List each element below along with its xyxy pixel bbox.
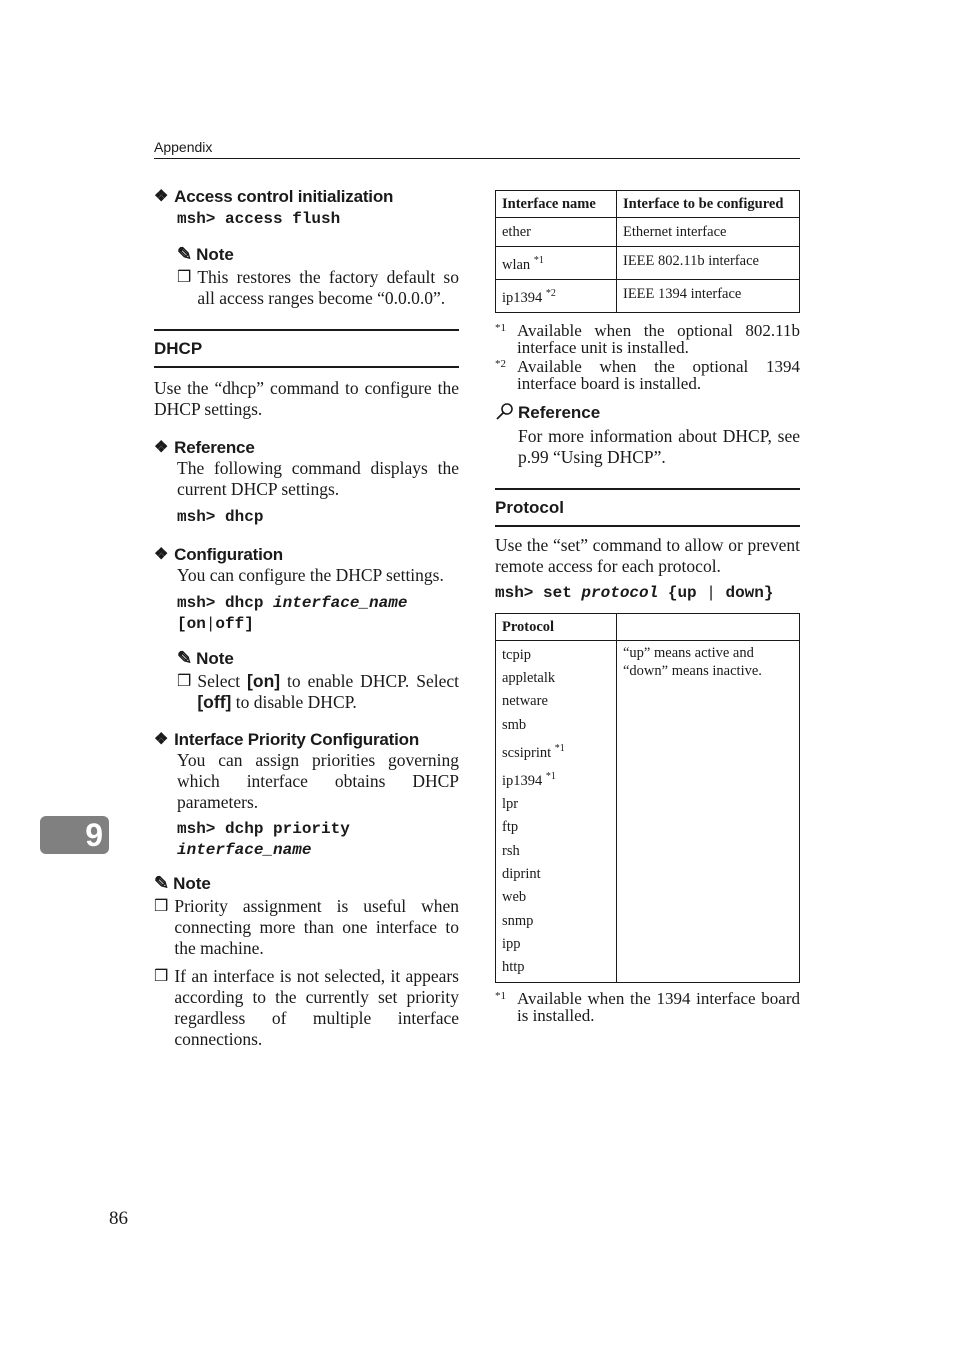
protocol-name: snmp xyxy=(502,912,534,929)
note-heading xyxy=(177,648,459,669)
table-cell: IEEE 802.11b interface xyxy=(617,247,800,280)
protocol-intro: Use the “set” command to allow or prevent remote access for each protocol. xyxy=(495,534,800,576)
protocol-name: appletalk xyxy=(502,669,556,686)
footnote-ref: *1 xyxy=(545,770,556,782)
list-item xyxy=(502,910,610,933)
list-item xyxy=(502,737,610,765)
list-item xyxy=(502,690,610,713)
checkbox-icon: ❒ xyxy=(177,269,192,286)
command-option-down: down} xyxy=(715,583,774,602)
diamond-bullet-icon: ❖ xyxy=(154,731,169,748)
note-label: Note xyxy=(196,245,234,264)
protocol-name: diprint xyxy=(502,865,541,882)
protocol-name: scsiprint xyxy=(502,744,555,761)
dhcp-section-title: DHCP xyxy=(154,329,459,368)
note-text-part: to enable DHCP. Select xyxy=(280,671,459,691)
protocol-table xyxy=(495,613,800,984)
running-header: Appendix xyxy=(154,139,213,155)
table-cell xyxy=(496,218,617,247)
note-item xyxy=(154,896,459,959)
dhcp-command: msh> dhcp xyxy=(177,508,264,526)
note-heading xyxy=(154,873,459,894)
configuration-heading xyxy=(154,544,459,565)
command-option-off: off] xyxy=(215,615,254,633)
note-text-part: to disable DHCP. xyxy=(231,692,357,712)
note-text xyxy=(197,671,459,713)
list-item xyxy=(502,644,610,667)
priority-text: You can assign priorities governing which interface obtains DHCP parameters. xyxy=(177,750,459,812)
note-heading xyxy=(177,244,459,265)
protocol-name: ipp xyxy=(502,935,521,952)
command-prefix: msh> dchp priority xyxy=(177,820,350,838)
protocol-name: smb xyxy=(502,716,527,733)
table-header: Protocol xyxy=(496,613,617,640)
note-label: Note xyxy=(196,649,234,668)
reference-heading xyxy=(495,402,800,423)
access-control-heading xyxy=(154,186,459,207)
table-row xyxy=(496,247,800,280)
diamond-bullet-icon: ❖ xyxy=(154,188,169,205)
set-protocol-command xyxy=(495,583,800,604)
protocol-name: rsh xyxy=(502,842,520,859)
command-argument: interface_name xyxy=(273,594,408,612)
list-item xyxy=(502,840,610,863)
priority-heading xyxy=(154,729,459,750)
dhcp-reference-heading xyxy=(154,437,459,458)
protocol-description: “up” means active and “down” means inactive. xyxy=(617,640,800,983)
dhcp-interface-command xyxy=(177,593,459,635)
list-item xyxy=(502,863,610,886)
protocol-name: lpr xyxy=(502,796,519,813)
note-text-part: Select xyxy=(197,671,248,691)
page-number: 86 xyxy=(109,1208,128,1229)
list-item xyxy=(502,793,610,816)
reference-text: For more information about DHCP, see p.99 “Using DHCP”. xyxy=(518,425,800,467)
table-row xyxy=(496,279,800,312)
protocol-name: http xyxy=(502,959,525,976)
off-key-label: [off] xyxy=(197,692,232,712)
table-header-empty xyxy=(617,613,800,640)
protocol-section-title: Protocol xyxy=(495,488,800,527)
footnote-mark: *2 xyxy=(495,357,506,370)
note-item xyxy=(177,267,459,309)
protocol-name: ip1394 xyxy=(502,772,546,789)
configuration-title: Configuration xyxy=(174,545,283,564)
protocol-name: netware xyxy=(502,693,548,710)
access-control-title: Access control initialization xyxy=(174,187,394,206)
command-argument: interface_name xyxy=(177,841,312,859)
interface-name: wlan xyxy=(502,256,534,273)
protocol-name: ftp xyxy=(502,819,519,836)
checkbox-icon: ❒ xyxy=(154,968,169,985)
command-prefix: msh> dhcp xyxy=(177,594,274,612)
table-cell xyxy=(496,279,617,312)
interface-name: ip1394 xyxy=(502,289,546,306)
checkbox-icon: ❒ xyxy=(177,673,192,690)
footnote-mark: *1 xyxy=(495,321,506,334)
footnote xyxy=(495,322,800,356)
reference-text: The following command displays the current DHCP settings. xyxy=(177,458,459,499)
chapter-tab: 9 xyxy=(40,816,109,854)
priority-command xyxy=(177,819,459,861)
note-item xyxy=(177,671,459,713)
footnote-ref: *2 xyxy=(545,287,556,299)
footnote-text: Available when the optional 1394 interface board is installed. xyxy=(517,356,800,393)
table-cell xyxy=(496,247,617,280)
list-item xyxy=(502,886,610,909)
on-key-label: [on] xyxy=(247,671,281,691)
list-item xyxy=(502,667,610,690)
access-flush-command: msh> access flush xyxy=(177,210,341,228)
list-item xyxy=(502,714,610,737)
interface-name: ether xyxy=(502,224,531,240)
footnote xyxy=(495,358,800,392)
command-argument: protocol xyxy=(581,583,659,602)
table-header: Interface name xyxy=(496,191,617,218)
footnote xyxy=(495,990,800,1024)
header-rule xyxy=(154,158,800,159)
priority-title: Interface Priority Configuration xyxy=(174,730,420,749)
footnote-ref: *1 xyxy=(533,255,544,266)
magnifier-icon xyxy=(495,402,515,422)
list-item xyxy=(502,933,610,956)
protocol-list xyxy=(496,640,617,983)
command-option-on: [on xyxy=(177,615,206,633)
table-header: Interface to be configured xyxy=(617,191,800,218)
table-row xyxy=(496,218,800,247)
reference-title: Reference xyxy=(174,438,255,457)
configuration-text: You can configure the DHCP settings. xyxy=(177,565,444,585)
list-item xyxy=(502,765,610,793)
pencil-icon: ✎ xyxy=(177,244,193,264)
table-header-row xyxy=(496,613,800,640)
note-label: Note xyxy=(173,874,211,893)
command-prefix: msh> set xyxy=(495,583,582,602)
table-header-row xyxy=(496,191,800,218)
table-cell: Ethernet interface xyxy=(617,218,800,247)
footnote-ref: *1 xyxy=(554,742,565,754)
table-cell: IEEE 1394 interface xyxy=(617,279,800,312)
dhcp-intro: Use the “dhcp” command to configure the DHCP settings. xyxy=(154,378,459,419)
note-item xyxy=(154,966,459,1050)
table-row xyxy=(496,640,800,983)
note-text: If an interface is not selected, it appears according to the currently set priority regardless of multiple interface connections. xyxy=(174,966,459,1049)
footnote-text: Available when the optional 802.11b interface unit is installed. xyxy=(517,320,800,357)
diamond-bullet-icon: ❖ xyxy=(154,546,169,563)
diamond-bullet-icon: ❖ xyxy=(154,439,169,456)
command-option-up: {up xyxy=(658,583,707,602)
list-item xyxy=(502,816,610,839)
pencil-icon: ✎ xyxy=(177,648,193,668)
note-text: This restores the factory default so all access ranges become “0.0.0.0”. xyxy=(197,267,459,308)
reference-title: Reference xyxy=(518,402,601,422)
list-item xyxy=(502,956,610,979)
pencil-icon: ✎ xyxy=(154,873,170,893)
interface-table xyxy=(495,190,800,313)
command-separator: | xyxy=(706,583,716,602)
left-column xyxy=(154,186,459,1050)
command-separator: | xyxy=(205,615,216,633)
footnote-text: Available when the 1394 interface board is installed. xyxy=(517,989,800,1026)
footnote-mark: *1 xyxy=(495,990,506,1003)
protocol-name: web xyxy=(502,889,527,906)
note-text: Priority assignment is useful when connecting more than one interface to the machine. xyxy=(174,896,459,958)
checkbox-icon: ❒ xyxy=(154,898,169,915)
right-column xyxy=(495,190,800,1024)
protocol-name: tcpip xyxy=(502,646,531,663)
